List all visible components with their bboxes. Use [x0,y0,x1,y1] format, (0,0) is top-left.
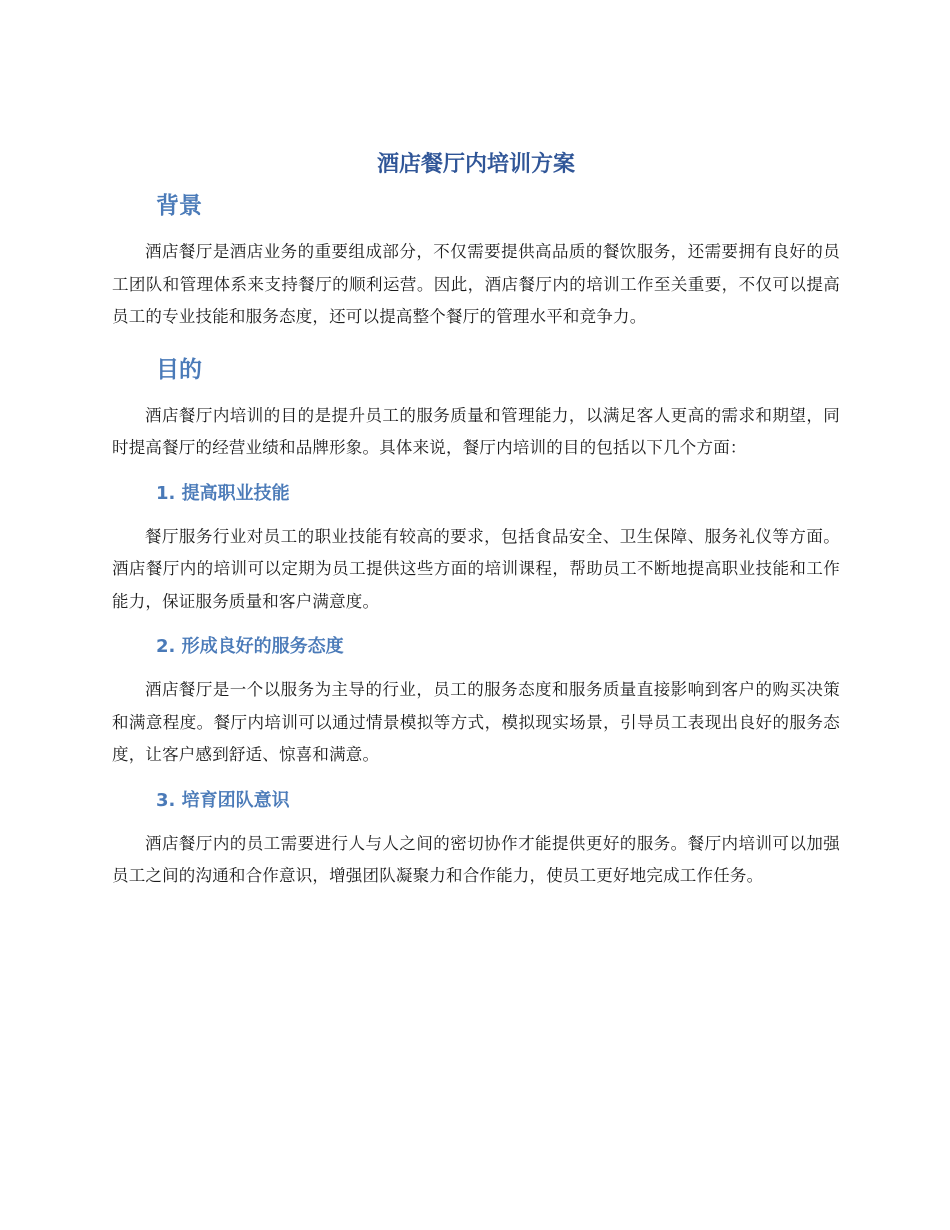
skills-paragraph: 餐厅服务行业对员工的职业技能有较高的要求，包括食品安全、卫生保障、服务礼仪等方面。酒店餐厅内的培训可以定期为员工提供这些方面的培训课程，帮助员工不断地提高职业技能和工作能力，保证服务质量和客户满意度。 [112,526,840,611]
section-heading-purpose: 目的 [156,356,202,383]
subsection-heading-service-attitude: 2. 形成良好的服务态度 [156,636,344,657]
document-title: 酒店餐厅内培训方案 [376,152,575,177]
document-page [112,148,840,893]
subsection-heading-skills: 1. 提高职业技能 [156,482,290,504]
teamwork-paragraph: 酒店餐厅内的员工需要进行人与人之间的密切协作才能提供更好的服务。餐厅内培训可以加强员工之间的沟通和合作意识，增强团队凝聚力和合作能力，使员工更好地完成工作任务。 [112,833,840,885]
service-attitude-paragraph: 酒店餐厅是一个以服务为主导的行业，员工的服务态度和服务质量直接影响到客户的购买决策和满意程度。餐厅内培训可以通过情景模拟等方式，模拟现实场景，引导员工表现出良好的服务态度，让客户感到舒适、惊喜和满意。 [112,680,840,764]
background-paragraph: 酒店餐厅是酒店业务的重要组成部分，不仅需要提供高品质的餐饮服务，还需要拥有良好的员工团队和管理体系来支持餐厅的顺利运营。因此，酒店餐厅内的培训工作至关重要，不仅可以提高员工的专业技能和服务态度，还可以提高整个餐厅的管理水平和竞争力。 [112,242,840,326]
section-heading-background: 背景 [156,193,202,219]
subsection-heading-teamwork: 3. 培育团队意识 [156,789,290,811]
purpose-paragraph: 酒店餐厅内培训的目的是提升员工的服务质量和管理能力，以满足客人更高的需求和期望，同时提高餐厅的经营业绩和品牌形象。具体来说，餐厅内培训的目的包括以下几个方面： [112,405,840,457]
